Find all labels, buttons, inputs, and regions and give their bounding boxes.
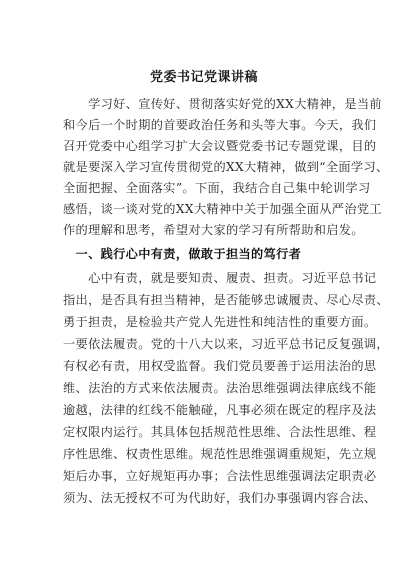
paragraph-2-line-5: 有权必有责，用权受监督。我们党员要善于运用法治的思 — [63, 359, 377, 373]
paragraph-1-line-5: 全面把握、全面落实”。下面，我结合自己集中轮训学习 — [63, 181, 371, 195]
paragraph-2-line-11: 须为、法无授权不可为代助好，我们办事强调内容合法、 — [63, 491, 377, 505]
paragraph-2-line-8: 定权限内运行。其具体包括规范性思维、合法性思维、程 — [63, 425, 377, 439]
paragraph-1-line-6: 感悟，谈一谈对党的XX大精神中关于加强全面从严治党工 — [63, 202, 382, 216]
paragraph-1-line-3: 召开党委中心组学习扩大会议暨党委书记专题党课，目的 — [63, 139, 377, 153]
paragraph-2-line-4: 一要依法履责。党的十八大以来，习近平总书记反复强调， — [63, 337, 389, 351]
paragraph-2-line-3: 勇于担责，是检验共产党人先进性和纯洁性的重要方面。 — [63, 315, 377, 329]
paragraph-2-line-9: 序性思维、权责性思维。规范性思维强调重规矩，先立规 — [63, 447, 377, 461]
paragraph-1-line-4: 就是要深入学习宣传贯彻党的XX大精神，做到“全面学习、 — [63, 160, 389, 174]
paragraph-2-line-1: 心中有责，就是要知责、履责、担责。习近平总书记 — [63, 271, 377, 285]
paragraph-2-line-7: 逾越，法律的红线不能触碰，凡事必须在既定的程序及法 — [63, 403, 377, 417]
paragraph-1-line-1: 学习好、宣传好、贯彻落实好党的XX大精神，是当前 — [63, 97, 382, 111]
paragraph-1-line-7: 作的理解和思考，希望对大家的学习有所帮助和启发。 — [63, 223, 364, 237]
paragraph-2-line-6: 维、法治的方式来依法履责。法治思维强调法律底线不能 — [63, 381, 377, 395]
paragraph-2-line-10: 矩后办事，立好规矩再办事；合法性思维强调法定职责必 — [63, 469, 377, 483]
document-title: 党委书记党课讲稿 — [149, 70, 258, 85]
section-1-heading: 一、践行心中有责，做敢于担当的笃行者 — [63, 247, 302, 261]
paragraph-1-line-2: 和今后一个时期的首要政治任务和头等大事。今天，我们 — [63, 118, 377, 132]
paragraph-2-line-2: 指出，是否具有担当精神，是否能够忠诚履责、尽心尽责、 — [63, 293, 389, 307]
